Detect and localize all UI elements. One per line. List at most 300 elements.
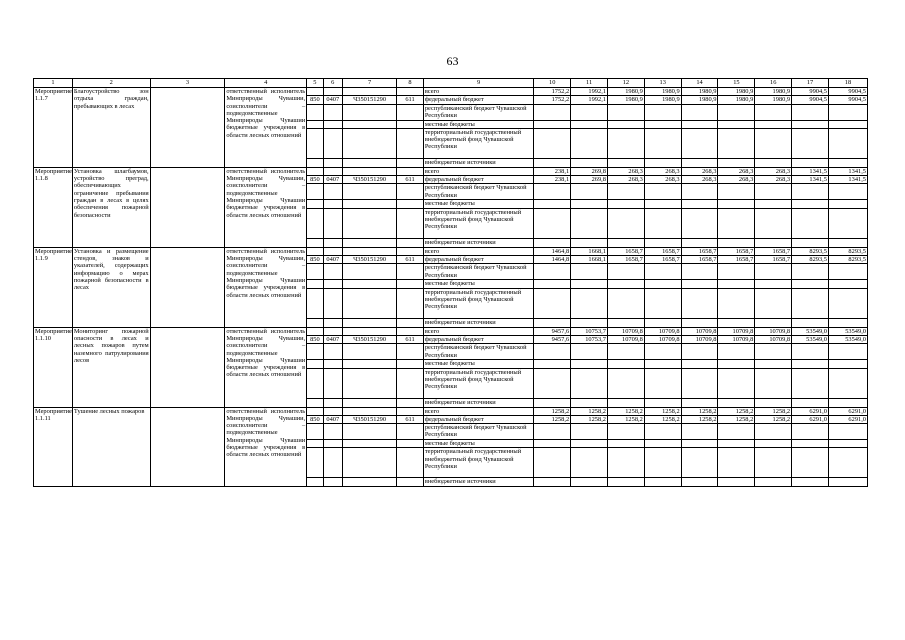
amount-cell: [755, 448, 792, 478]
funding-source-cell: внебюджетные источники: [423, 238, 534, 247]
amount-cell: 268,3: [718, 167, 755, 175]
amount-cell: 268,3: [607, 176, 644, 184]
amount-cell: [718, 360, 755, 368]
amount-cell: [792, 344, 829, 360]
amount-cell: [718, 184, 755, 200]
amount-cell: 1980,9: [607, 88, 644, 96]
code-csr-cell: [342, 88, 396, 96]
measure-name-cell: Тушение лесных пожаров: [72, 407, 150, 487]
code-vr-cell: [397, 167, 424, 175]
code-rzpr-cell: [323, 208, 342, 238]
code-rzpr-cell: [323, 368, 342, 398]
amount-cell: [718, 128, 755, 158]
amount-cell: [792, 398, 829, 407]
amount-cell: [681, 158, 718, 167]
table-row: [34, 167, 868, 175]
amount-cell: 1980,9: [718, 88, 755, 96]
code-rzpr-cell: 0407: [323, 335, 342, 343]
column-number-header: 7: [342, 79, 396, 88]
amount-cell: 8293,5: [792, 256, 829, 264]
amount-cell: 1258,2: [681, 415, 718, 423]
amount-cell: 6291,0: [828, 415, 867, 423]
amount-cell: [718, 344, 755, 360]
amount-cell: [681, 238, 718, 247]
code-csr-cell: [342, 158, 396, 167]
column-number-header: 2: [72, 79, 150, 88]
amount-cell: 1258,2: [571, 407, 608, 415]
amount-cell: 6291,0: [828, 407, 867, 415]
measure-id-cell: Мероприятие 1.1.8: [34, 167, 73, 247]
funding-source-cell: местные бюджеты: [423, 280, 534, 288]
amount-cell: [828, 184, 867, 200]
amount-cell: 1464,8: [534, 256, 571, 264]
code-grbs-cell: 850: [307, 415, 323, 423]
amount-cell: [571, 360, 608, 368]
funding-source-cell: внебюджетные источники: [423, 318, 534, 327]
amount-cell: [571, 448, 608, 478]
amount-cell: 1341,5: [792, 176, 829, 184]
code-grbs-cell: [307, 344, 323, 360]
amount-cell: [718, 368, 755, 398]
amount-cell: 1992,1: [571, 96, 608, 104]
amount-cell: [607, 264, 644, 280]
amount-cell: [607, 344, 644, 360]
amount-cell: [828, 264, 867, 280]
funding-source-cell: всего: [423, 88, 534, 96]
code-vr-cell: 611: [397, 335, 424, 343]
amount-cell: [681, 200, 718, 208]
table-row: [34, 247, 868, 255]
amount-cell: [571, 200, 608, 208]
amount-cell: [571, 368, 608, 398]
amount-cell: 1341,5: [792, 167, 829, 175]
amount-cell: [828, 120, 867, 128]
column-number-header: 9: [423, 79, 534, 88]
funding-source-cell: всего: [423, 327, 534, 335]
code-vr-cell: [397, 128, 424, 158]
code-grbs-cell: [307, 407, 323, 415]
amount-cell: [607, 208, 644, 238]
code-grbs-cell: [307, 288, 323, 318]
amount-cell: 1658,7: [644, 256, 681, 264]
amount-cell: 1258,2: [718, 407, 755, 415]
code-rzpr-cell: [323, 398, 342, 407]
code-rzpr-cell: [323, 184, 342, 200]
amount-cell: 1658,7: [718, 247, 755, 255]
code-rzpr-cell: [323, 200, 342, 208]
amount-cell: [534, 200, 571, 208]
amount-cell: [792, 478, 829, 487]
amount-cell: 268,3: [755, 167, 792, 175]
amount-cell: [755, 318, 792, 327]
funding-source-cell: территориальный государственный внебюджетный фонд Чувашской Республики: [423, 128, 534, 158]
amount-cell: 6291,0: [792, 407, 829, 415]
amount-cell: [644, 158, 681, 167]
amount-cell: [681, 448, 718, 478]
amount-cell: [718, 104, 755, 120]
funding-source-cell: федеральный бюджет: [423, 415, 534, 423]
amount-cell: 1752,2: [534, 88, 571, 96]
column-number-header: 10: [534, 79, 571, 88]
amount-cell: 10709,8: [755, 335, 792, 343]
amount-cell: [828, 440, 867, 448]
amount-cell: [607, 200, 644, 208]
funding-source-cell: федеральный бюджет: [423, 335, 534, 343]
amount-cell: [534, 280, 571, 288]
amount-cell: [607, 280, 644, 288]
funding-source-cell: федеральный бюджет: [423, 96, 534, 104]
amount-cell: [718, 200, 755, 208]
code-grbs-cell: [307, 238, 323, 247]
column-number-header: 18: [828, 79, 867, 88]
funding-source-cell: республиканский бюджет Чувашской Республики: [423, 344, 534, 360]
code-rzpr-cell: [323, 247, 342, 255]
funding-source-cell: всего: [423, 167, 534, 175]
code-vr-cell: [397, 158, 424, 167]
amount-cell: [571, 208, 608, 238]
amount-cell: [792, 208, 829, 238]
amount-cell: [718, 424, 755, 440]
code-csr-cell: Ч350151290: [342, 256, 396, 264]
code-rzpr-cell: [323, 120, 342, 128]
code-rzpr-cell: [323, 318, 342, 327]
funding-source-cell: территориальный государственный внебюджетный фонд Чувашской Республики: [423, 208, 534, 238]
code-rzpr-cell: 0407: [323, 256, 342, 264]
code-csr-cell: [342, 360, 396, 368]
executor-cell: ответственный исполнитель Минприроды Чувашии, соисполнители – подведомственные Минприроды Чувашии бюджетные учреждения в области лесных отношений: [225, 167, 307, 247]
measure-name-cell: Мониторинг пожарной опасности в лесах и лесных пожаров путем наземного патрулирования лесов: [72, 327, 150, 407]
column-number-header: 5: [307, 79, 323, 88]
code-vr-cell: 611: [397, 415, 424, 423]
amount-cell: 10709,8: [607, 335, 644, 343]
amount-cell: [681, 104, 718, 120]
amount-cell: 269,8: [571, 176, 608, 184]
executor-cell: ответственный исполнитель Минприроды Чувашии, соисполнители – подведомственные Минприроды Чувашии бюджетные учреждения в области лесных отношений: [225, 327, 307, 407]
amount-cell: [534, 440, 571, 448]
code-rzpr-cell: [323, 88, 342, 96]
amount-cell: [534, 104, 571, 120]
amount-cell: [534, 288, 571, 318]
amount-cell: [644, 478, 681, 487]
amount-cell: [571, 264, 608, 280]
code-grbs-cell: 850: [307, 335, 323, 343]
code-csr-cell: [342, 238, 396, 247]
amount-cell: [534, 184, 571, 200]
code-grbs-cell: [307, 264, 323, 280]
funding-source-cell: республиканский бюджет Чувашской Республики: [423, 264, 534, 280]
amount-cell: 1258,2: [534, 415, 571, 423]
code-csr-cell: Ч350151290: [342, 335, 396, 343]
amount-cell: [534, 448, 571, 478]
amount-cell: 8293,5: [828, 256, 867, 264]
code-rzpr-cell: [323, 424, 342, 440]
amount-cell: [681, 478, 718, 487]
column-number-header: 11: [571, 79, 608, 88]
amount-cell: [792, 200, 829, 208]
amount-cell: [607, 478, 644, 487]
amount-cell: [681, 120, 718, 128]
amount-cell: [755, 264, 792, 280]
amount-cell: [644, 424, 681, 440]
column-number-header: 13: [644, 79, 681, 88]
code-rzpr-cell: [323, 104, 342, 120]
amount-cell: 1658,7: [607, 256, 644, 264]
amount-cell: [644, 264, 681, 280]
code-vr-cell: [397, 264, 424, 280]
amount-cell: [534, 208, 571, 238]
amount-cell: [681, 318, 718, 327]
amount-cell: [534, 478, 571, 487]
amount-cell: [571, 398, 608, 407]
funding-source-cell: местные бюджеты: [423, 120, 534, 128]
column-number-header: 8: [397, 79, 424, 88]
code-vr-cell: [397, 327, 424, 335]
code-csr-cell: Ч350151290: [342, 96, 396, 104]
amount-cell: 10709,8: [718, 335, 755, 343]
measure-id-cell: Мероприятие 1.1.10: [34, 327, 73, 407]
amount-cell: [755, 104, 792, 120]
amount-cell: [534, 238, 571, 247]
code-vr-cell: 611: [397, 96, 424, 104]
amount-cell: [607, 318, 644, 327]
code-csr-cell: [342, 120, 396, 128]
amount-cell: [792, 440, 829, 448]
amount-cell: [607, 440, 644, 448]
amount-cell: [681, 440, 718, 448]
amount-cell: [644, 440, 681, 448]
code-vr-cell: [397, 360, 424, 368]
amount-cell: [571, 344, 608, 360]
code-grbs-cell: [307, 280, 323, 288]
amount-cell: [681, 368, 718, 398]
funding-source-cell: республиканский бюджет Чувашской Республики: [423, 104, 534, 120]
amount-cell: 268,3: [681, 176, 718, 184]
amount-cell: 53549,0: [828, 335, 867, 343]
funding-source-cell: внебюджетные источники: [423, 398, 534, 407]
amount-cell: [571, 238, 608, 247]
code-csr-cell: [342, 247, 396, 255]
funding-source-cell: внебюджетные источники: [423, 158, 534, 167]
amount-cell: 1658,7: [681, 256, 718, 264]
amount-cell: [718, 398, 755, 407]
amount-cell: [828, 368, 867, 398]
code-rzpr-cell: [323, 167, 342, 175]
amount-cell: [681, 288, 718, 318]
column-number-header: 12: [607, 79, 644, 88]
amount-cell: [755, 120, 792, 128]
amount-cell: [828, 104, 867, 120]
amount-cell: 1668,1: [571, 247, 608, 255]
amount-cell: [681, 184, 718, 200]
amount-cell: [571, 184, 608, 200]
code-csr-cell: [342, 167, 396, 175]
amount-cell: 1658,7: [644, 247, 681, 255]
code-csr-cell: [342, 398, 396, 407]
code-grbs-cell: [307, 318, 323, 327]
amount-cell: [755, 208, 792, 238]
code-grbs-cell: 850: [307, 96, 323, 104]
amount-cell: [534, 398, 571, 407]
table-row: [34, 327, 868, 335]
amount-cell: [571, 478, 608, 487]
amount-cell: [681, 424, 718, 440]
amount-cell: 1258,2: [607, 415, 644, 423]
amount-cell: [755, 238, 792, 247]
funding-source-cell: всего: [423, 247, 534, 255]
code-rzpr-cell: [323, 360, 342, 368]
code-csr-cell: [342, 344, 396, 360]
amount-cell: 10709,8: [681, 327, 718, 335]
amount-cell: [828, 448, 867, 478]
amount-cell: [607, 288, 644, 318]
amount-cell: [681, 208, 718, 238]
amount-cell: 1980,9: [681, 96, 718, 104]
column-number-header: 17: [792, 79, 829, 88]
amount-cell: [534, 264, 571, 280]
amount-cell: 1258,2: [534, 407, 571, 415]
code-grbs-cell: [307, 360, 323, 368]
amount-cell: [718, 448, 755, 478]
amount-cell: 1258,2: [607, 407, 644, 415]
measure-name-cell: Установка шлагбаумов, устройство преград, обеспечивающих ограничение пребывания граждан в лесах в целях обеспечения пожарной безопасности: [72, 167, 150, 247]
amount-cell: 268,3: [681, 167, 718, 175]
code-grbs-cell: [307, 440, 323, 448]
code-grbs-cell: [307, 398, 323, 407]
amount-cell: [681, 280, 718, 288]
amount-cell: [755, 440, 792, 448]
amount-cell: [792, 318, 829, 327]
amount-cell: 10753,7: [571, 327, 608, 335]
amount-cell: 53549,0: [792, 335, 829, 343]
amount-cell: [828, 360, 867, 368]
amount-cell: 10709,8: [644, 327, 681, 335]
amount-cell: [534, 128, 571, 158]
amount-cell: [718, 440, 755, 448]
amount-cell: [681, 128, 718, 158]
amount-cell: [792, 448, 829, 478]
amount-cell: 9457,6: [534, 327, 571, 335]
amount-cell: [755, 158, 792, 167]
amount-cell: 1658,7: [755, 256, 792, 264]
code-grbs-cell: [307, 200, 323, 208]
amount-cell: 1341,5: [828, 167, 867, 175]
code-rzpr-cell: [323, 264, 342, 280]
amount-cell: [755, 398, 792, 407]
funding-source-cell: местные бюджеты: [423, 200, 534, 208]
amount-cell: [718, 318, 755, 327]
amount-cell: 1992,1: [571, 88, 608, 96]
code-grbs-cell: [307, 184, 323, 200]
amount-cell: [571, 440, 608, 448]
funding-source-cell: территориальный государственный внебюджетный фонд Чувашской Республики: [423, 448, 534, 478]
amount-cell: [828, 238, 867, 247]
amount-cell: [828, 128, 867, 158]
code-vr-cell: [397, 440, 424, 448]
code-grbs-cell: [307, 448, 323, 478]
code-grbs-cell: 850: [307, 176, 323, 184]
amount-cell: [718, 478, 755, 487]
amount-cell: [534, 318, 571, 327]
amount-cell: [681, 398, 718, 407]
code-csr-cell: [342, 440, 396, 448]
code-vr-cell: [397, 344, 424, 360]
executor-cell: ответственный исполнитель Минприроды Чувашии, соисполнители – подведомственные Минприроды Чувашии бюджетные учреждения в области лесных отношений: [225, 407, 307, 487]
amount-cell: [571, 424, 608, 440]
code-csr-cell: [342, 327, 396, 335]
amount-cell: [792, 238, 829, 247]
amount-cell: 268,3: [718, 176, 755, 184]
code-rzpr-cell: [323, 238, 342, 247]
amount-cell: [828, 158, 867, 167]
code-csr-cell: [342, 264, 396, 280]
code-csr-cell: [342, 448, 396, 478]
amount-cell: 9904,5: [792, 88, 829, 96]
funding-source-cell: федеральный бюджет: [423, 176, 534, 184]
executor-cell: ответственный исполнитель Минприроды Чувашии, соисполнители – подведомственные Минприроды Чувашии бюджетные учреждения в области лесных отношений: [225, 88, 307, 168]
amount-cell: [828, 208, 867, 238]
amount-cell: [681, 360, 718, 368]
amount-cell: [644, 318, 681, 327]
code-vr-cell: 611: [397, 176, 424, 184]
amount-cell: [644, 288, 681, 318]
amount-cell: 269,8: [571, 167, 608, 175]
amount-cell: [534, 424, 571, 440]
funding-source-cell: внебюджетные источники: [423, 478, 534, 487]
amount-cell: 1258,2: [644, 407, 681, 415]
code-grbs-cell: [307, 424, 323, 440]
amount-cell: [755, 360, 792, 368]
amount-cell: [792, 104, 829, 120]
code-grbs-cell: [307, 167, 323, 175]
code-vr-cell: [397, 368, 424, 398]
amount-cell: [718, 208, 755, 238]
amount-cell: [718, 120, 755, 128]
amount-cell: 1668,1: [571, 256, 608, 264]
code-vr-cell: [397, 184, 424, 200]
code-rzpr-cell: [323, 407, 342, 415]
empty-cell: [150, 167, 225, 247]
amount-cell: 1258,2: [718, 415, 755, 423]
amount-cell: [792, 360, 829, 368]
amount-cell: [644, 120, 681, 128]
amount-cell: 1980,9: [644, 96, 681, 104]
column-number-header: 6: [323, 79, 342, 88]
code-rzpr-cell: [323, 440, 342, 448]
code-csr-cell: [342, 184, 396, 200]
executor-cell: ответственный исполнитель Минприроды Чувашии, соисполнители – подведомственные Минприроды Чувашии бюджетные учреждения в области лесных отношений: [225, 247, 307, 327]
amount-cell: [607, 238, 644, 247]
amount-cell: 8293,5: [792, 247, 829, 255]
amount-cell: 8293,5: [828, 247, 867, 255]
code-vr-cell: [397, 318, 424, 327]
amount-cell: [644, 398, 681, 407]
amount-cell: [607, 158, 644, 167]
code-vr-cell: [397, 247, 424, 255]
table-row: [34, 88, 868, 96]
funding-source-cell: федеральный бюджет: [423, 256, 534, 264]
amount-cell: [644, 344, 681, 360]
amount-cell: 1980,9: [607, 96, 644, 104]
funding-source-cell: республиканский бюджет Чувашской Республики: [423, 184, 534, 200]
amount-cell: 1980,9: [718, 96, 755, 104]
funding-source-cell: республиканский бюджет Чувашской Республики: [423, 424, 534, 440]
amount-cell: 53549,0: [792, 327, 829, 335]
code-vr-cell: [397, 120, 424, 128]
code-rzpr-cell: [323, 448, 342, 478]
amount-cell: [828, 344, 867, 360]
amount-cell: [792, 264, 829, 280]
code-rzpr-cell: [323, 344, 342, 360]
